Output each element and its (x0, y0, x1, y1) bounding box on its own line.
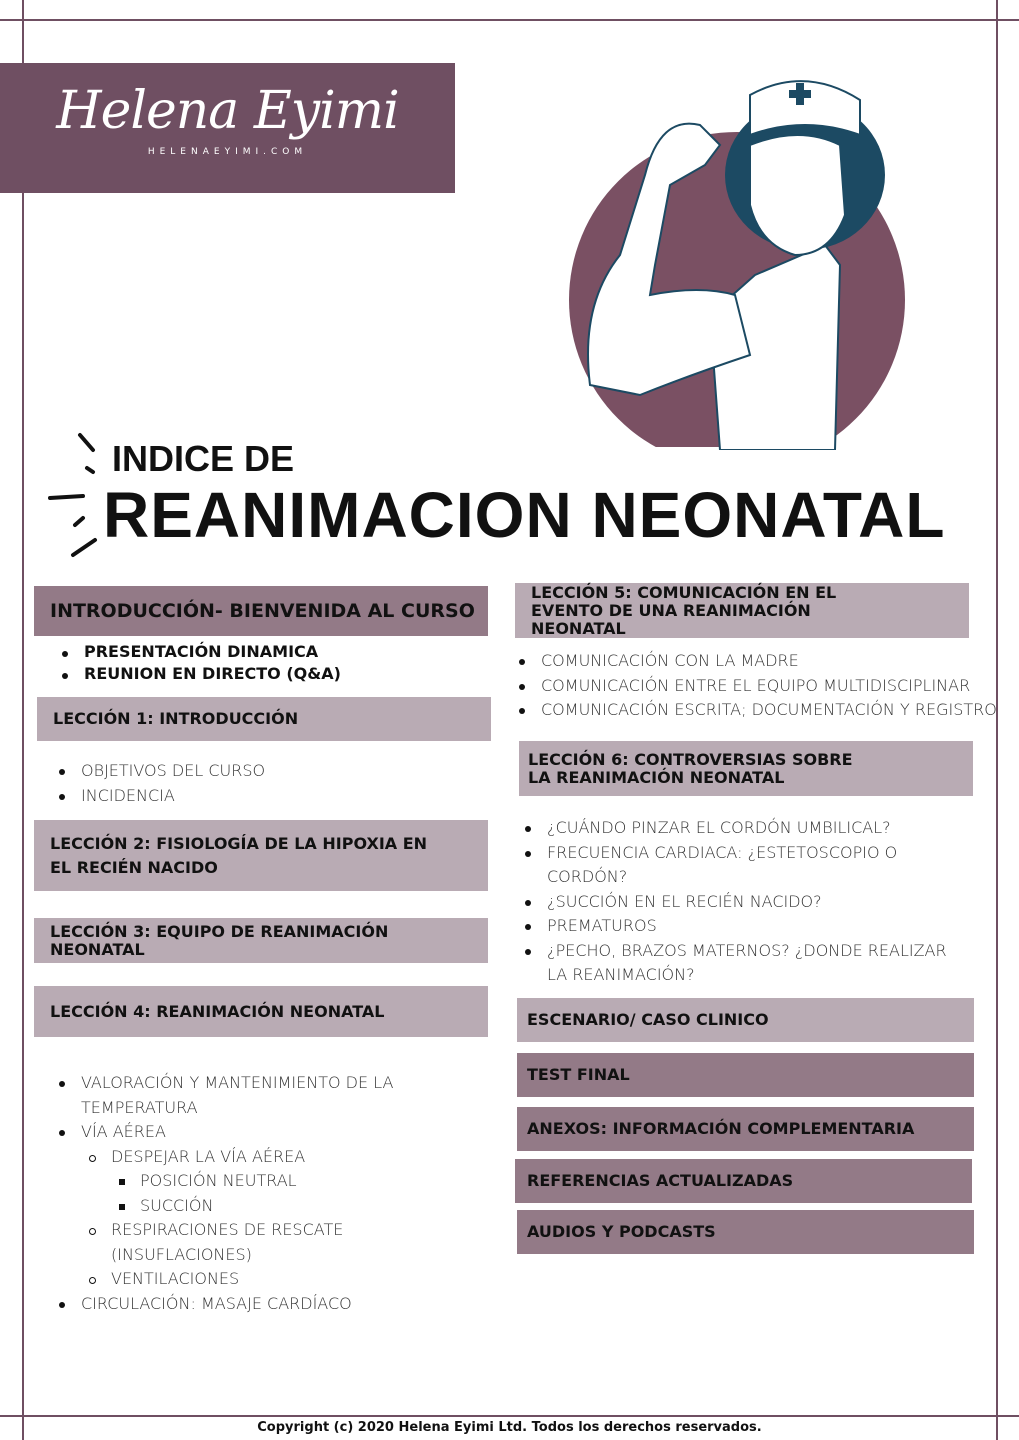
list-item: VÍA AÉREA (55, 1120, 475, 1145)
section-referencias (515, 1159, 972, 1203)
lesson-1-list (55, 759, 265, 808)
list-item: ¿CUÁNDO PINZAR EL CORDÓN UMBILICAL? (521, 816, 971, 841)
list-item: COMUNICACIÓN CON LA MADRE (515, 649, 997, 674)
section-lesson-4 (34, 986, 488, 1037)
section-heading: LECCIÓN 4: REANIMACIÓN NEONATAL (50, 1001, 385, 1021)
section-escenario (517, 998, 974, 1042)
intro-list (58, 641, 341, 685)
nurse-illustration (560, 55, 910, 450)
list-item: ¿SUCCIÓN EN EL RECIÉN NACIDO? (521, 890, 971, 915)
section-heading: LECCIÓN 2: FISIOLOGÍA DE LA HIPOXIA EN EL RECIÉN NACIDO (50, 833, 428, 877)
section-lesson-1 (37, 697, 491, 741)
list-item: INCIDENCIA (55, 784, 265, 809)
list-item: OBJETIVOS DEL CURSO (55, 759, 265, 784)
title-line2: REANIMACION NEONATAL (103, 479, 946, 551)
title-line1: INDICE DE (112, 438, 295, 479)
list-item: REUNION EN DIRECTO (Q&A) (58, 663, 341, 685)
list-item: VALORACIÓN Y MANTENIMIENTO DE LA TEMPERATURA (55, 1071, 475, 1120)
list-item: PRESENTACIÓN DINAMICA (58, 641, 341, 663)
copyright: Copyright (c) 2020 Helena Eyimi Ltd. Todos los derechos reservados. (257, 1420, 762, 1435)
list-item: CIRCULACIÓN: MASAJE CARDÍACO (55, 1292, 475, 1317)
section-heading: AUDIOS Y PODCASTS (527, 1222, 716, 1241)
section-heading: LECCIÓN 3: EQUIPO DE REANIMACIÓN NEONATAL (50, 921, 389, 959)
list-item: COMUNICACIÓN ESCRITA; DOCUMENTACIÓN Y REGISTRO (515, 698, 997, 723)
list-item: SUCCIÓN (55, 1194, 475, 1219)
list-item: FRECUENCIA CARDIACA: ¿ESTETOSCOPIO O CORDÓN? (521, 841, 971, 890)
section-lesson-6 (519, 741, 973, 796)
list-item: VENTILACIONES (55, 1267, 475, 1292)
list-item: PREMATUROS (521, 914, 971, 939)
list-item: DESPEJAR LA VÍA AÉREA (55, 1145, 475, 1170)
frame-left (22, 0, 24, 1440)
section-lesson-2 (34, 820, 488, 891)
frame-top (0, 19, 1019, 21)
section-audios (517, 1210, 974, 1254)
list-item: ¿PECHO, BRAZOS MATERNOS? ¿DONDE REALIZAR LA REANIMACIÓN? (521, 939, 971, 988)
section-lesson-3 (34, 918, 488, 963)
list-item: POSICIÓN NEUTRAL (55, 1169, 475, 1194)
frame-bottom (0, 1415, 1019, 1417)
title-decoration (45, 430, 105, 560)
section-lesson-5 (515, 583, 969, 638)
list-item: RESPIRACIONES DE RESCATE (INSUFLACIONES) (55, 1218, 475, 1267)
lesson-6-list (521, 816, 971, 988)
lesson-4-list (55, 1071, 475, 1316)
logo-name: Helena Eyimi (56, 81, 399, 141)
section-heading: ESCENARIO/ CASO CLINICO (527, 1010, 769, 1029)
lesson-5-list (515, 649, 997, 723)
logo (0, 63, 455, 193)
section-anexos (517, 1107, 974, 1151)
section-heading: ANEXOS: INFORMACIÓN COMPLEMENTARIA (527, 1119, 915, 1138)
section-test-final (517, 1053, 974, 1097)
section-heading: INTRODUCCIÓN- BIENVENIDA AL CURSO (50, 600, 475, 622)
logo-url: HELENAEYIMI.COM (147, 147, 308, 157)
section-heading: REFERENCIAS ACTUALIZADAS (527, 1171, 794, 1190)
list-item: COMUNICACIÓN ENTRE EL EQUIPO MULTIDISCIPLINAR (515, 674, 997, 699)
section-heading: LECCIÓN 1: INTRODUCCIÓN (53, 709, 299, 728)
section-heading: LECCIÓN 6: CONTROVERSIAS SOBRE LA REANIMACIÓN NEONATAL (528, 749, 853, 787)
section-heading: LECCIÓN 5: COMUNICACIÓN EN EL EVENTO DE UNA REANIMACIÓN NEONATAL (531, 582, 837, 638)
section-intro (34, 586, 488, 636)
section-heading: TEST FINAL (527, 1065, 630, 1084)
